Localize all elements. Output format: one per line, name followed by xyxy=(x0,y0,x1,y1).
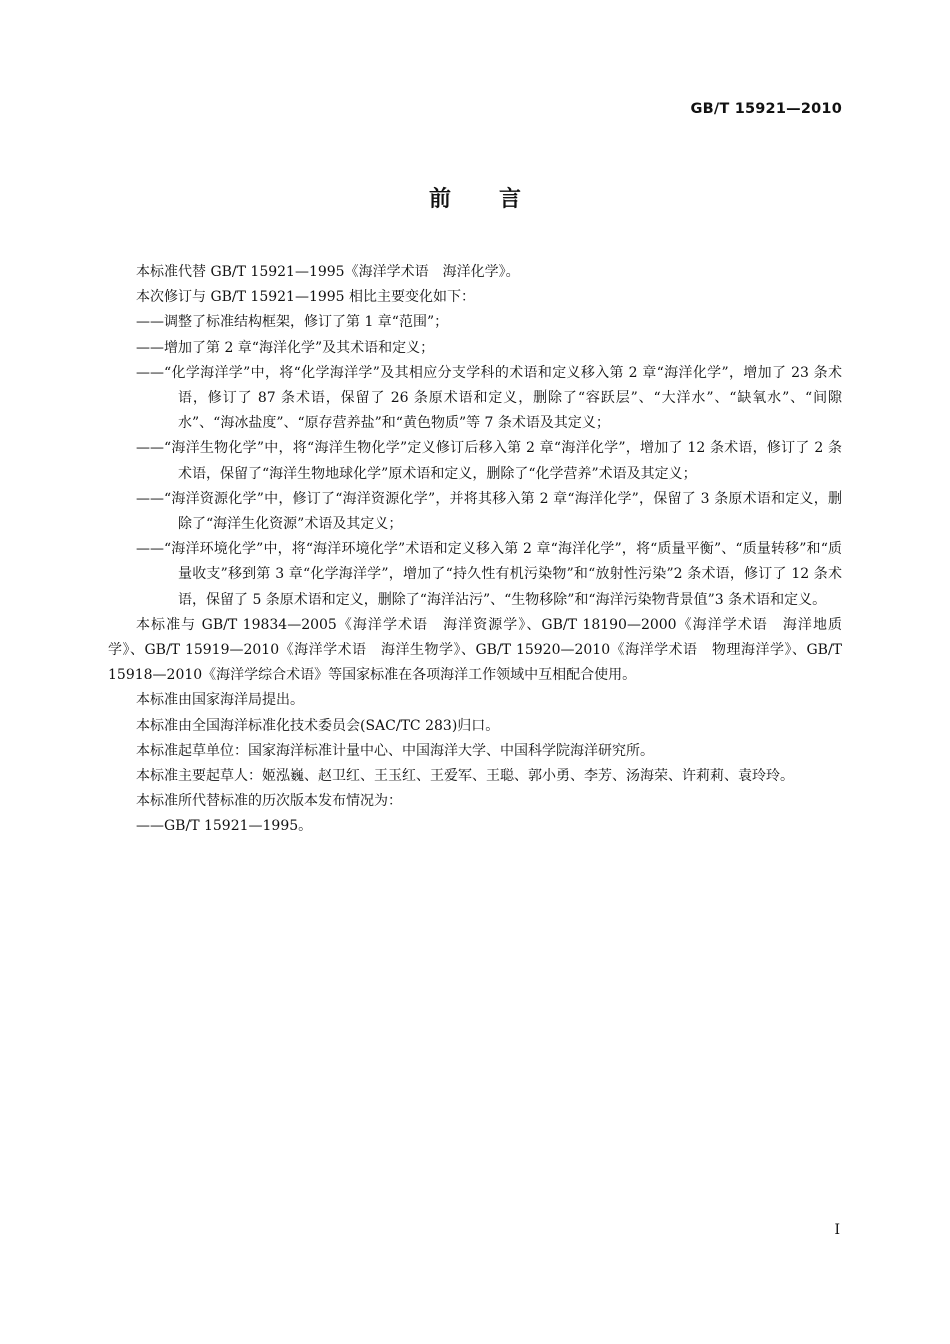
change-item-3: ——“化学海洋学”中，将“化学海洋学”及其相应分支学科的术语和定义移入第 2 章“海洋化学”，增加了 23 条术语，修订了 87 条术语，保留了 26 条原术语和定义，删除了“容跃层”、“大洋水”、“缺氧水”、“间隙水”、“海冰盐度”、“原存营养盐”和“黄色物质”等 7 条术语及其定义； xyxy=(136,364,842,432)
change-item-6: ——“海洋环境化学”中，将“海洋环境化学”术语和定义移入第 2 章“海洋化学”，将“质量平衡”、“质量转移”和“质量收支”移到第 3 章“化学海洋学”，增加了“持久性有机污染物”和“放射性污染”2 条术语，修订了 12 条术语，保留了 5 条原术语和定义，删除了“海洋沾污”、“生物移除”和“海洋污染物背景值”3 条术语和定义。 xyxy=(136,541,842,608)
document-body xyxy=(108,260,842,840)
page-title: 前言 xyxy=(428,187,569,212)
paragraph-replaces: 本标准代替 GB/T 15921—1995《海洋学术语 海洋化学》。 xyxy=(136,264,520,280)
change-item-5: ——“海洋资源化学”中，修订了“海洋资源化学”，并将其移入第 2 章“海洋化学”，保留了 3 条原术语和定义，删除了“海洋生化资源”术语及其定义； xyxy=(136,490,842,533)
paragraph-related-standards: 本标准与 GB/T 19834—2005《海洋学术语 海洋资源学》、GB/T 18190—2000《海洋学术语 海洋地质学》、GB/T 15919—2010《海洋学术语 海洋生物学》、GB/T 15920—2010《海洋学术语 物理海洋学》、GB/T 15918—2010《海洋学综合术语》等国家标准在各项海洋工作领域中互相配合使用。 xyxy=(108,616,842,684)
change-item-4: ——“海洋生物化学”中，将“海洋生物化学”定义修订后移入第 2 章“海洋化学”，增加了 12 条术语，修订了 2 条术语，保留了“海洋生物地球化学”原术语和定义，删除了“化学营养”术语及其定义； xyxy=(136,440,842,482)
paragraph-drafting-units: 本标准起草单位：国家海洋标准计量中心、中国海洋大学、中国科学院海洋研究所。 xyxy=(136,742,654,759)
change-item-2: ——增加了第 2 章“海洋化学”及其术语和定义； xyxy=(136,339,435,356)
standard-code: GB/T 15921—2010 xyxy=(690,101,842,117)
change-item-1: ——调整了标准结构框架，修订了第 1 章“范围”； xyxy=(136,314,449,331)
paragraph-drafters: 本标准主要起草人：姬泓巍、赵卫红、王玉红、王爱军、王聪、郭小勇、李芳、汤海荣、许莉莉、袁玲玲。 xyxy=(136,768,794,785)
paragraph-changes-intro: 本次修订与 GB/T 15921—1995 相比主要变化如下： xyxy=(136,289,476,306)
page-number: I xyxy=(834,1222,840,1238)
paragraph-previous-editions: 本标准所代替标准的历次版本发布情况为： xyxy=(136,793,402,810)
paragraph-centralized-by: 本标准由全国海洋标准化技术委员会(SAC/TC 283)归口。 xyxy=(136,717,500,734)
previous-edition-item: ——GB/T 15921—1995。 xyxy=(136,818,313,835)
paragraph-proposed-by: 本标准由国家海洋局提出。 xyxy=(136,692,304,709)
